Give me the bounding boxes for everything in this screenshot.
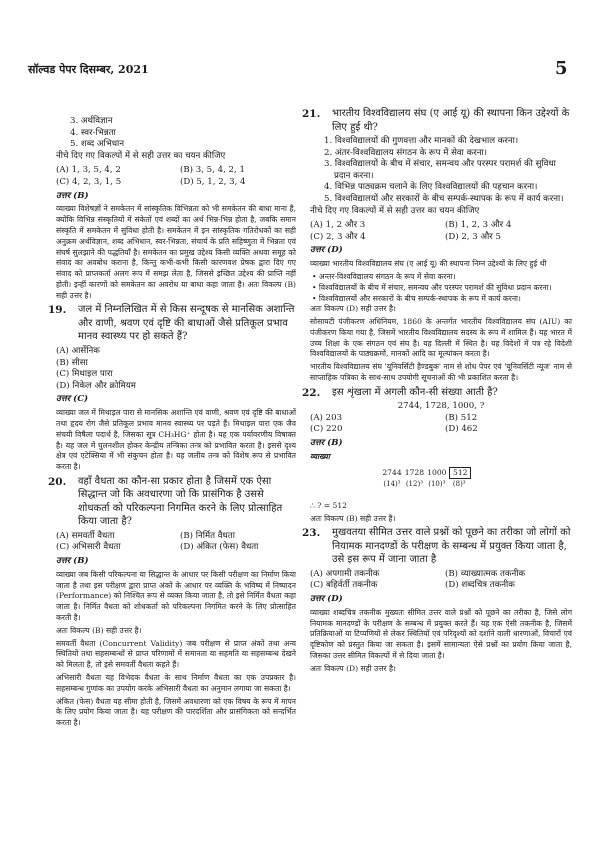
sequence-value: 1728 [404,467,425,477]
q21-aiu-info: सोसायटी पंजीकरण अधिनियम, 1860 के अन्तर्गत भारतीय विश्वविद्यालय संघ (AIU) का पंजीकरण किया गया है, जिसमें भारतीय विश्वविद्यालय सदस्य के रूप में शामिल हैं। यह भारत में उच्च शिक्षा के एक संगठन एवं संघ है। यह दिल्ली में स्थित है। यह विदेशों में पत्र रहे विदेशी विश्वविद्यालयों के पाठ्यक्रमों, मानकों आदि का मूल्यांकन करता है। [310,317,572,359]
q21-number: 21. [302,108,321,120]
option: (A) आर्सेनिक [56,345,100,356]
q18-prompt: नीचे दिए गए विकल्पों में से सही उत्तर का चयन कीजिए [56,150,226,161]
option: (C) बहिर्वर्ती तकनीक [310,580,378,591]
option: (C) अभिसारी वैधता [56,542,121,553]
q23-number: 23. [302,527,321,540]
q18-answer: उत्तर (B) [56,190,89,201]
q21-item: 2. अंतर-विश्वविद्यालय संगठन के रूप में सेवा करना। [324,147,487,158]
q21-aiu-publications: भारतीय विश्वविद्यालय संघ 'यूनिवर्सिटी हैण्डबुक' नाम से शोध पेपर एवं 'यूनिवर्सिटी न्यूज' नाम से साप्ताहिक पत्रिका के साथ-साथ उपयोगी सूचनाओं की भी प्रकाशित करता है। [310,362,572,383]
q19-question [48,303,296,344]
q20-conclusion: अतः विकल्प (B) सही उत्तर है। [56,625,142,635]
q19-text: जल में निम्नलिखित में से किस सन्दूषक से मानसिक अशान्ति और वाणी, श्रवण एवं दृष्टि की बाधाओं जैसे प्रतिकूल प्रभाव मानव स्वास्थ्य पर हो सकते हैं? [78,304,295,343]
q19-options [56,346,296,392]
q21-text: भारतीय विश्वविद्यालय संघ (ए आई यू) की स्थापना किन उद्देश्यों के लिए हुई थी? [332,108,570,133]
q21-question [302,107,572,134]
cube-value: (12)³ [405,480,424,489]
cube-value: (8)³ [452,480,466,489]
q23-conclusion: अतः विकल्प (D) सही उत्तर है। [310,663,396,673]
option: (B) 512 [445,412,478,423]
q22-text: इस शृंखला में अगली कौन-सी संख्या आती है? [332,386,498,398]
q18-item: 5. शब्द अभिधान [70,139,125,150]
option: (D) अंकित (फेस) वैधता [180,542,259,553]
option: (A) 1, 3, 5, 4, 2 [56,165,121,176]
sequence-values [382,467,572,479]
bullet-item: • विश्वविद्यालयों और सरकारों के बीच सम्पर्क-स्थापक के रूप में कार्य करना। [312,293,521,303]
option: (B) सीसा [56,357,88,368]
q21-explanation: व्याख्या भारतीय विश्वविद्यालय संघ (ए आई यू) की स्थापना निम्न उद्देश्यों के लिए हुई थी [310,259,547,269]
q21-answer: उत्तर (D) [310,245,343,256]
q23-explanation: व्याख्या शब्दचित्र तकनीक मुख्यतः सीमित उत्तर वाले प्रश्नों को पूछने का तरीका है, जिसे लोग नियामक मानदण्डों के परीक्षण के सम्बन्ध में प्रयुक्त करते हैं। यह एक ऐसी तकनीक है, जिसमें प्रतिक्रियाओं या टिप्पणियों से लेकर स्थितियों एवं परिदृश्यों को दर्शाने वाली धारणाओं, विचारों एवं दृष्टिकोण को प्रस्तुत किया जा सकता है। इसमें सामान्यतः ऐसे प्रश्नों का प्रयोग किया जाता है, जिसका उत्तर सीमित विकल्पों में से दिया जाता है। [310,607,572,660]
q21-options [310,220,572,243]
q22-explanation-label: व्याख्या [310,451,330,461]
q19-answer: उत्तर (C) [56,394,89,405]
option: (C) मिथाइल पारा [56,369,113,380]
bullet-item: • विश्वविद्यालयों के बीच में संचार, समन्वय और परस्पर परामर्श की सुविधा प्रदान करना। [312,282,552,292]
q22-options [310,413,572,436]
option: (D) निकेल और क्रोमियम [56,380,136,391]
q23-options [310,569,572,592]
option: (B) 1, 2, 3 और 4 [445,220,512,231]
q20-answer: उत्तर (B) [56,556,89,567]
q18-items [56,116,296,151]
q22-result: ∴ ? = 512 [310,500,348,510]
q22-sequence-figure [382,467,572,499]
q20-face-validity: अंकित (फेस) वैधता यह सीमा होती है, जिसमें अवधारणा को एक विषय के रूप में मापन के लिए प्रयोग किया जाता है। यह परीक्षण की पारदर्शिता और प्रासंगिकता को सन्दर्भित करता है। [56,696,296,728]
cube-value: (14)³ [383,480,401,489]
q21-item: 5. विश्वविद्यालयों और सरकारों के बीच सम्पर्क-स्थापक के रूप में कार्य करना। [324,193,564,204]
q21-prompt: नीचे दिए गए विकल्पों में से सही उत्तर का चयन कीजिए [310,205,480,216]
option: (C) 220 [310,424,343,435]
q20-convergent-validity: अभिसारी वैधता यह विभेदक वैधता के साथ निर्माण वैधता का एक उपप्रकार है। सहसम्बन्ध गुणांक का उपयोग करके अभिसारी वैधता का अनुमान लगाया जा सकता है। [56,672,296,693]
sequence-cubes [382,479,572,490]
q19-number: 19. [48,304,67,317]
page-number: 5 [555,58,568,79]
option: (D) 5, 1, 2, 3, 4 [180,176,246,187]
option: (A) 203 [310,412,343,423]
option: (B) 3, 5, 4, 2, 1 [180,165,245,176]
option: (D) 462 [445,424,478,435]
option: (A) 1, 2 और 3 [310,220,366,231]
q18-explanation: व्याख्या विशेषज्ञों ने समकेतन में सांस्कृतिक विभिन्नता को भी समकेतन की बाधा माना है, क्योंकि विभिन्न संस्कृतियों में संकेतों एवं शब्दों का अर्थ भिन्न-भिन्न होता है, जबकि समान संस्कृति में समकेतन में सुविधा होती है। समकेतन में इन सांस्कृतिक गतिरोधकों का सही अनुक्रम अर्थविज्ञान, शब्द अभिधान, स्वर-भिन्नता, संचार्य के प्रति सहिष्णुता में भिन्नता एवं संघर्ष सुलझाने की पद्धतियाँ है। समकेतन का प्रमुख उद्देश्य किसी व्यक्ति अथवा समूह को संवाद का अवबोध कराना है, किन्तु कभी-कभी किसी कारणवश प्रेषक द्वारा दिए गए संवाद को प्राप्तकर्ता अलग रूप में समझ लेता है, जिससे इच्छित उद्देश्य की प्राप्ति नहीं होती। इन्हीं कारणों को समकेतन का अवरोध या बाधा कहा जाता है। अतः विकल्प (B) सही उत्तर है। [56,204,296,300]
option: (A) समवर्ती वैधता [56,530,115,541]
option: (D) शब्दचित्र तकनीक [445,580,515,591]
q20-text: वहाँ वैधता का कौन-सा प्रकार होता है जिसमें एक ऐसा सिद्धान्त जो कि अवधारणा जो कि प्रासंगिक है उससे शोधकर्ता को परिकल्पना निगमित करने के लिए प्रोत्साहित किया जाता है? [78,475,283,528]
q23-question [302,526,572,567]
q21-items [310,136,572,206]
q22-number: 22. [302,386,321,399]
q20-explanation: व्याख्या जब किसी परिकल्पना या सिद्धान्त के आधार पर किसी परीक्षण का निर्माण किया जाता है तथा इस परीक्षण द्वारा प्राप्त अंकों के आधार पर व्यक्ति के भविष्य में निष्पादन (Performance) को निश्चित रूप से व्यक्त किया जाता है, तो इसे निर्मित वैधता कहा जाता है। निर्मित वैधता को शोधकर्ता को परिकल्पना निगमित करने के लिए प्रोत्साहित करती है। [56,569,296,623]
q23-text: मुखवतया सीमित उत्तर वाले प्रश्नों को पूछने का तरीका जो लोगों को नियामक मानदण्डों के परीक्षण के सम्बन्ध में प्रयुक्त किया जाता है, उसे इस रूप में जाना जाता है [332,527,571,566]
q18-item: 4. स्वर-भिन्नता [70,127,116,138]
option: (B) निर्मित वैधता [180,530,235,541]
q22-conclusion: अतः विकल्प (B) सही उत्तर है। [310,513,396,523]
q22-question [302,386,572,400]
q21-item: 1. विश्वविद्यालयों की गुणवत्ता और मानकों की देखभाल करना। [324,136,519,146]
q22-series: 2744, 1728, 1000, ? [397,401,485,412]
q19-explanation: व्याख्या जल में मिथाइल पारा से मानसिक अशान्ति एवं वाणी, श्रवण एवं दृष्टि की बाधाओं तथा हृदय रोग जैसे प्रतिकूल प्रभाव मानव स्वास्थ्य पर पड़ते हैं। मिथाइल पारा एक जैव संचयी विषैला पदार्थ है, जिसका सूत्र CH₃HG⁺ होता है। यह एक पर्यावरणीय विषाक्त है। यह जल में घुलनशील होकर केन्द्रीय तन्त्रिका तन्त्र को प्रभावित करता है। इससे दृश्य क्षेत्र एवं एटेक्सिया में भी संकुचन होता है। यह जलीय तन्त्र को विशेष रूप से प्रभावित करता है। [56,408,296,472]
option: (D) 2, 3 और 5 [445,231,501,242]
option: (A) अपगामी तकनीक [310,568,380,579]
option: (C) 4, 2, 3, 1, 5 [56,176,122,187]
q23-answer: उत्तर (D) [310,593,343,604]
bullet-item: • अन्तर-विश्वविद्यालय संगठन के रूप में सेवा करना। [312,271,456,281]
right-column [302,107,572,677]
sequence-answer-box: 512 [449,467,471,479]
q18-options [56,165,296,188]
option: (C) 2, 3 और 4 [310,231,366,242]
q18-item: 3. अर्थविज्ञान [70,116,113,126]
q20-question [48,475,296,529]
cube-value: (10)³ [428,480,446,489]
q20-number: 20. [48,475,67,488]
running-header: सॉल्वड पेपर दिसम्बर, 2021 [28,63,149,76]
option: (B) व्याख्यात्मक तकनीक [445,568,526,579]
q21-bullets [310,272,572,304]
q20-concurrent-validity: समवर्ती वैधता (Concurrent Validity) जब परीक्षण से प्राप्त अंकों तथा अन्य स्थितियों तथा सहसम्बन्धों से प्राप्त परिणामों में समानता या सहमति या सहसम्बन्ध देखने को मिलता है, तो इसे समवर्ती वैधता कहते हैं। [56,638,296,670]
q21-conclusion: अतः विकल्प (D) सही उत्तर है। [310,304,396,314]
q22-answer: उत्तर (B) [310,438,343,449]
q21-item: 4. विभिन्न पाठ्यक्रम चलाने के लिए विश्वविद्यालयों की पहचान करना। [324,182,538,193]
q20-options [56,531,296,554]
sequence-value: 1000 [427,467,447,477]
left-column [48,116,296,731]
sequence-value: 2744 [382,467,402,477]
q21-item: 3. विश्वविद्यालयों के बीच में संचार, समन्वय और परस्पर परामर्श की सुविधा प्रदान करना। [324,159,556,181]
